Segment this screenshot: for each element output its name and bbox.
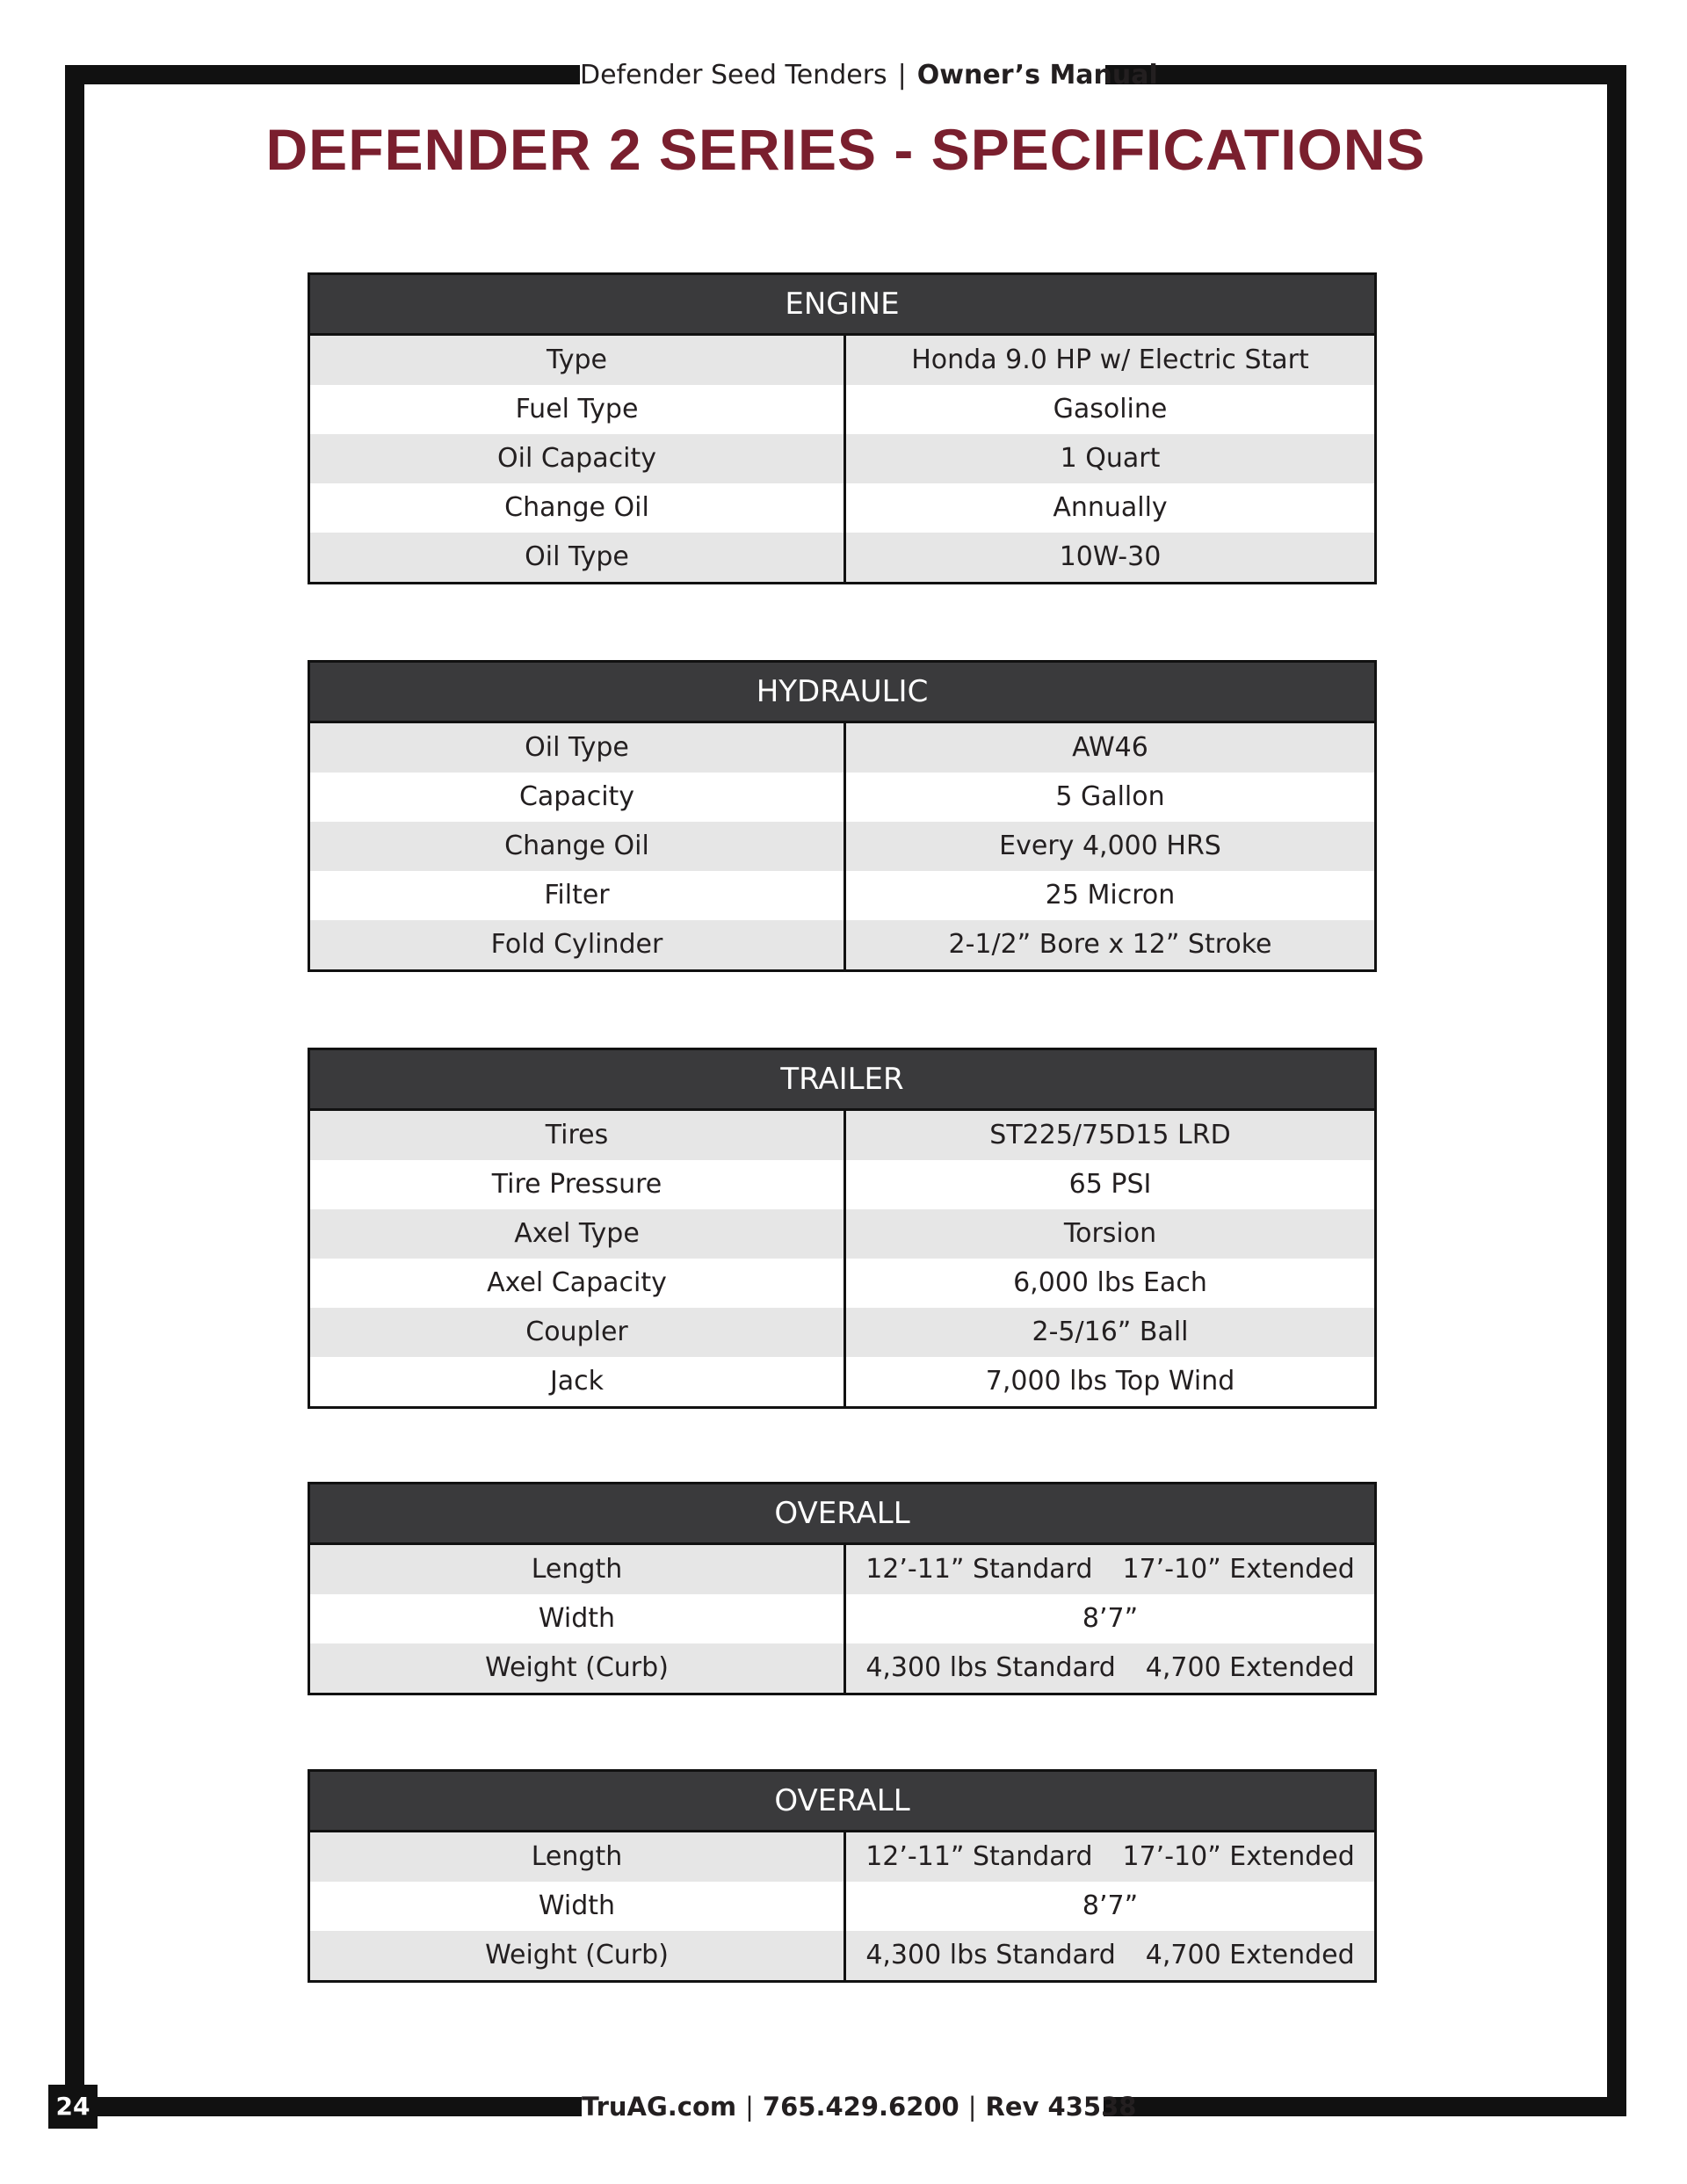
table-row (310, 434, 1374, 483)
table-row (310, 1643, 1374, 1693)
table-row (310, 1357, 1374, 1406)
footer-revision: Rev 43538 (985, 2092, 1137, 2122)
trailer-table-heading: TRAILER (310, 1050, 1374, 1111)
footer-website: TruAG.com (582, 2092, 737, 2122)
spec-value: 8’7” (1082, 1890, 1139, 1921)
spec-label: Fold Cylinder (310, 920, 846, 969)
spec-label: Width (310, 1594, 846, 1643)
spec-label: Capacity (310, 773, 846, 822)
table-row (310, 533, 1374, 582)
overall-table-heading: OVERALL (310, 1772, 1374, 1832)
table-row (310, 871, 1374, 920)
spec-value: 2-1/2” Bore x 12” Stroke (948, 929, 1272, 960)
spec-label: Width (310, 1882, 846, 1931)
overall-spec-table-duplicate (308, 1769, 1377, 1983)
spec-label: Weight (Curb) (310, 1643, 846, 1693)
spec-value: 2-5/16” Ball (1032, 1317, 1189, 1347)
spec-label: Oil Capacity (310, 434, 846, 483)
spec-value: Gasoline (1053, 394, 1168, 424)
table-row (310, 1931, 1374, 1980)
running-header (580, 58, 1158, 93)
spec-value: 65 PSI (1068, 1169, 1152, 1200)
page-title: DEFENDER 2 SERIES - SPECIFICATIONS (265, 117, 1426, 182)
spec-value-standard: 12’-11” Standard (865, 1554, 1093, 1585)
table-row (310, 1209, 1374, 1259)
spec-value: 25 Micron (1045, 880, 1176, 911)
spec-value-extended: 17’-10” Extended (1122, 1841, 1355, 1872)
spec-label: Filter (310, 871, 846, 920)
table-row (310, 822, 1374, 871)
spec-label: Oil Type (310, 723, 846, 773)
spec-value-standard: 4,300 lbs Standard (865, 1940, 1116, 1970)
table-row (310, 920, 1374, 969)
spec-value-extended: 4,700 Extended (1145, 1652, 1355, 1683)
spec-label: Jack (310, 1357, 846, 1406)
hydraulic-table-heading: HYDRAULIC (310, 663, 1374, 723)
footer-separator: | (967, 2092, 977, 2122)
spec-value: Every 4,000 HRS (999, 831, 1221, 861)
overall-spec-table (308, 1482, 1377, 1695)
spec-value (846, 1832, 1374, 1882)
overall-table-heading: OVERALL (310, 1484, 1374, 1545)
table-row (310, 723, 1374, 773)
spec-value: Annually (1053, 492, 1168, 523)
header-subtitle: Owner’s Manual (916, 60, 1158, 91)
spec-value: 5 Gallon (1055, 781, 1165, 812)
table-row (310, 1111, 1374, 1160)
spec-value (846, 1931, 1374, 1980)
table-row (310, 773, 1374, 822)
spec-value-standard: 4,300 lbs Standard (865, 1652, 1116, 1683)
footer-phone: 765.429.6200 (762, 2092, 959, 2122)
spec-label: Axel Capacity (310, 1259, 846, 1308)
spec-label: Tire Pressure (310, 1160, 846, 1209)
spec-label: Tires (310, 1111, 846, 1160)
spec-value: 1 Quart (1060, 443, 1161, 474)
running-footer (582, 2088, 1137, 2125)
spec-label: Oil Type (310, 533, 846, 582)
spec-label: Weight (Curb) (310, 1931, 846, 1980)
spec-value: 7,000 lbs Top Wind (985, 1366, 1235, 1397)
spec-value: ST225/75D15 LRD (989, 1120, 1231, 1150)
spec-label: Axel Type (310, 1209, 846, 1259)
page-frame-left (65, 65, 84, 2116)
spec-value: 10W-30 (1059, 541, 1162, 572)
table-row (310, 1160, 1374, 1209)
header-separator: | (897, 60, 907, 91)
table-row (310, 1259, 1374, 1308)
trailer-spec-table (308, 1048, 1377, 1409)
page-frame-right (1607, 65, 1626, 2116)
spec-label: Change Oil (310, 483, 846, 533)
table-row (310, 483, 1374, 533)
spec-value-standard: 12’-11” Standard (865, 1841, 1093, 1872)
spec-label: Length (310, 1832, 846, 1882)
table-row (310, 1832, 1374, 1882)
table-row (310, 1594, 1374, 1643)
table-row (310, 1308, 1374, 1357)
table-row (310, 1882, 1374, 1931)
table-row (310, 336, 1374, 385)
spec-value: AW46 (1072, 732, 1148, 763)
spec-label: Length (310, 1545, 846, 1594)
engine-table-heading: ENGINE (310, 275, 1374, 336)
engine-spec-table (308, 272, 1377, 584)
footer-separator: | (745, 2092, 754, 2122)
spec-value (846, 1643, 1374, 1693)
page-number: 24 (48, 2085, 98, 2129)
spec-label: Type (310, 336, 846, 385)
header-title: Defender Seed Tenders (580, 60, 887, 91)
spec-value-extended: 4,700 Extended (1145, 1940, 1355, 1970)
spec-value: Torsion (1063, 1218, 1157, 1249)
spec-value-extended: 17’-10” Extended (1122, 1554, 1355, 1585)
spec-label: Change Oil (310, 822, 846, 871)
spec-value (846, 1545, 1374, 1594)
table-row (310, 1545, 1374, 1594)
hydraulic-spec-table (308, 660, 1377, 972)
table-row (310, 385, 1374, 434)
spec-value: 8’7” (1082, 1603, 1139, 1634)
spec-value: Honda 9.0 HP w/ Electric Start (911, 345, 1309, 375)
spec-label: Coupler (310, 1308, 846, 1357)
spec-value: 6,000 lbs Each (1013, 1267, 1207, 1298)
spec-label: Fuel Type (310, 385, 846, 434)
